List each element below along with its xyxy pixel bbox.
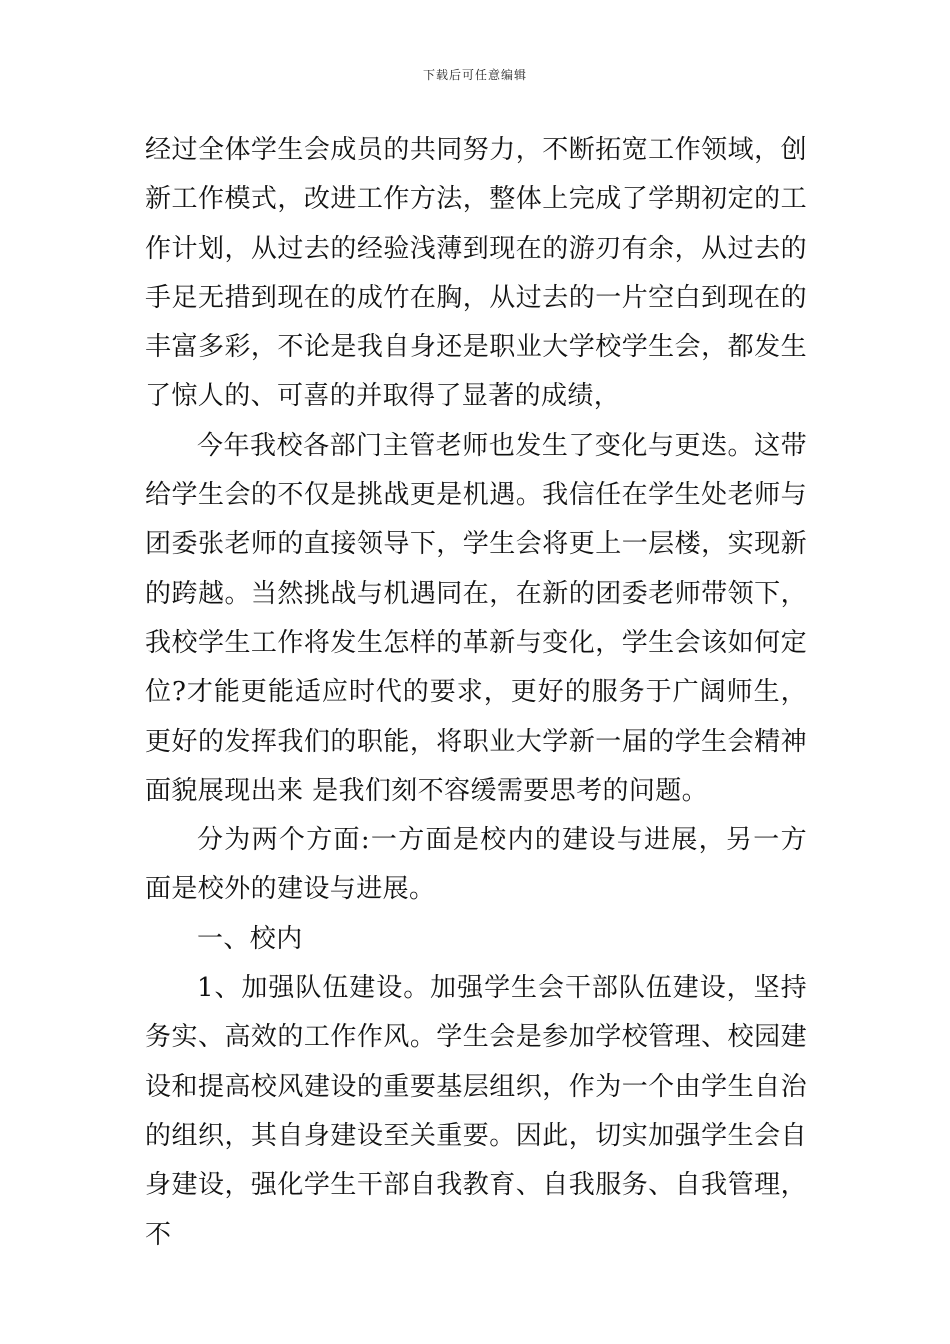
paragraph-3: 分为两个方面:一方面是校内的建设与进展，另一方面是校外的建设与进展。 (145, 825, 807, 905)
paragraph-5: 1、加强队伍建设。加强学生会干部队伍建设，坚持务实、高效的工作作风。学生会是参加学校管理、校园建设和提高校风建设的重要基层组织，作为一个由学生自治的组织，其自身建设至关重要。因此，切实加强学生会自身建设，强化学生干部自我教育、自我服务、自我管理，不 (145, 973, 807, 1250)
section-heading-campus: 一、校内 (197, 923, 303, 954)
document-body (145, 126, 807, 1260)
page-header: 下载后可任意编辑 (422, 68, 527, 82)
paragraph-2: 今年我校各部门主管老师也发生了变化与更迭。这带给学生会的不仅是挑战更是机遇。我信任在学生处老师与团委张老师的直接领导下，学生会将更上一层楼，实现新的跨越。当然挑战与机遇同在，在新的团委老师带领下，我校学生工作将发生怎样的革新与变化，学生会该如何定位?才能更能适应时代的要求，更好的服务于广阔师生，更好的发挥我们的职能，将职业大学新一届的学生会精神面貌展现出来 是我们刻不容缓需要思考的问题。 (145, 430, 807, 806)
paragraph-1: 经过全体学生会成员的共同努力，不断拓宽工作领域，创新工作模式，改进工作方法，整体上完成了学期初定的工作计划，从过去的经验浅薄到现在的游刃有余，从过去的手足无措到现在的成竹在胸，从过去的一片空白到现在的丰富多彩，不论是我自身还是职业大学校学生会，都发生了惊人的、可喜的并取得了显著的成绩， (145, 135, 807, 412)
